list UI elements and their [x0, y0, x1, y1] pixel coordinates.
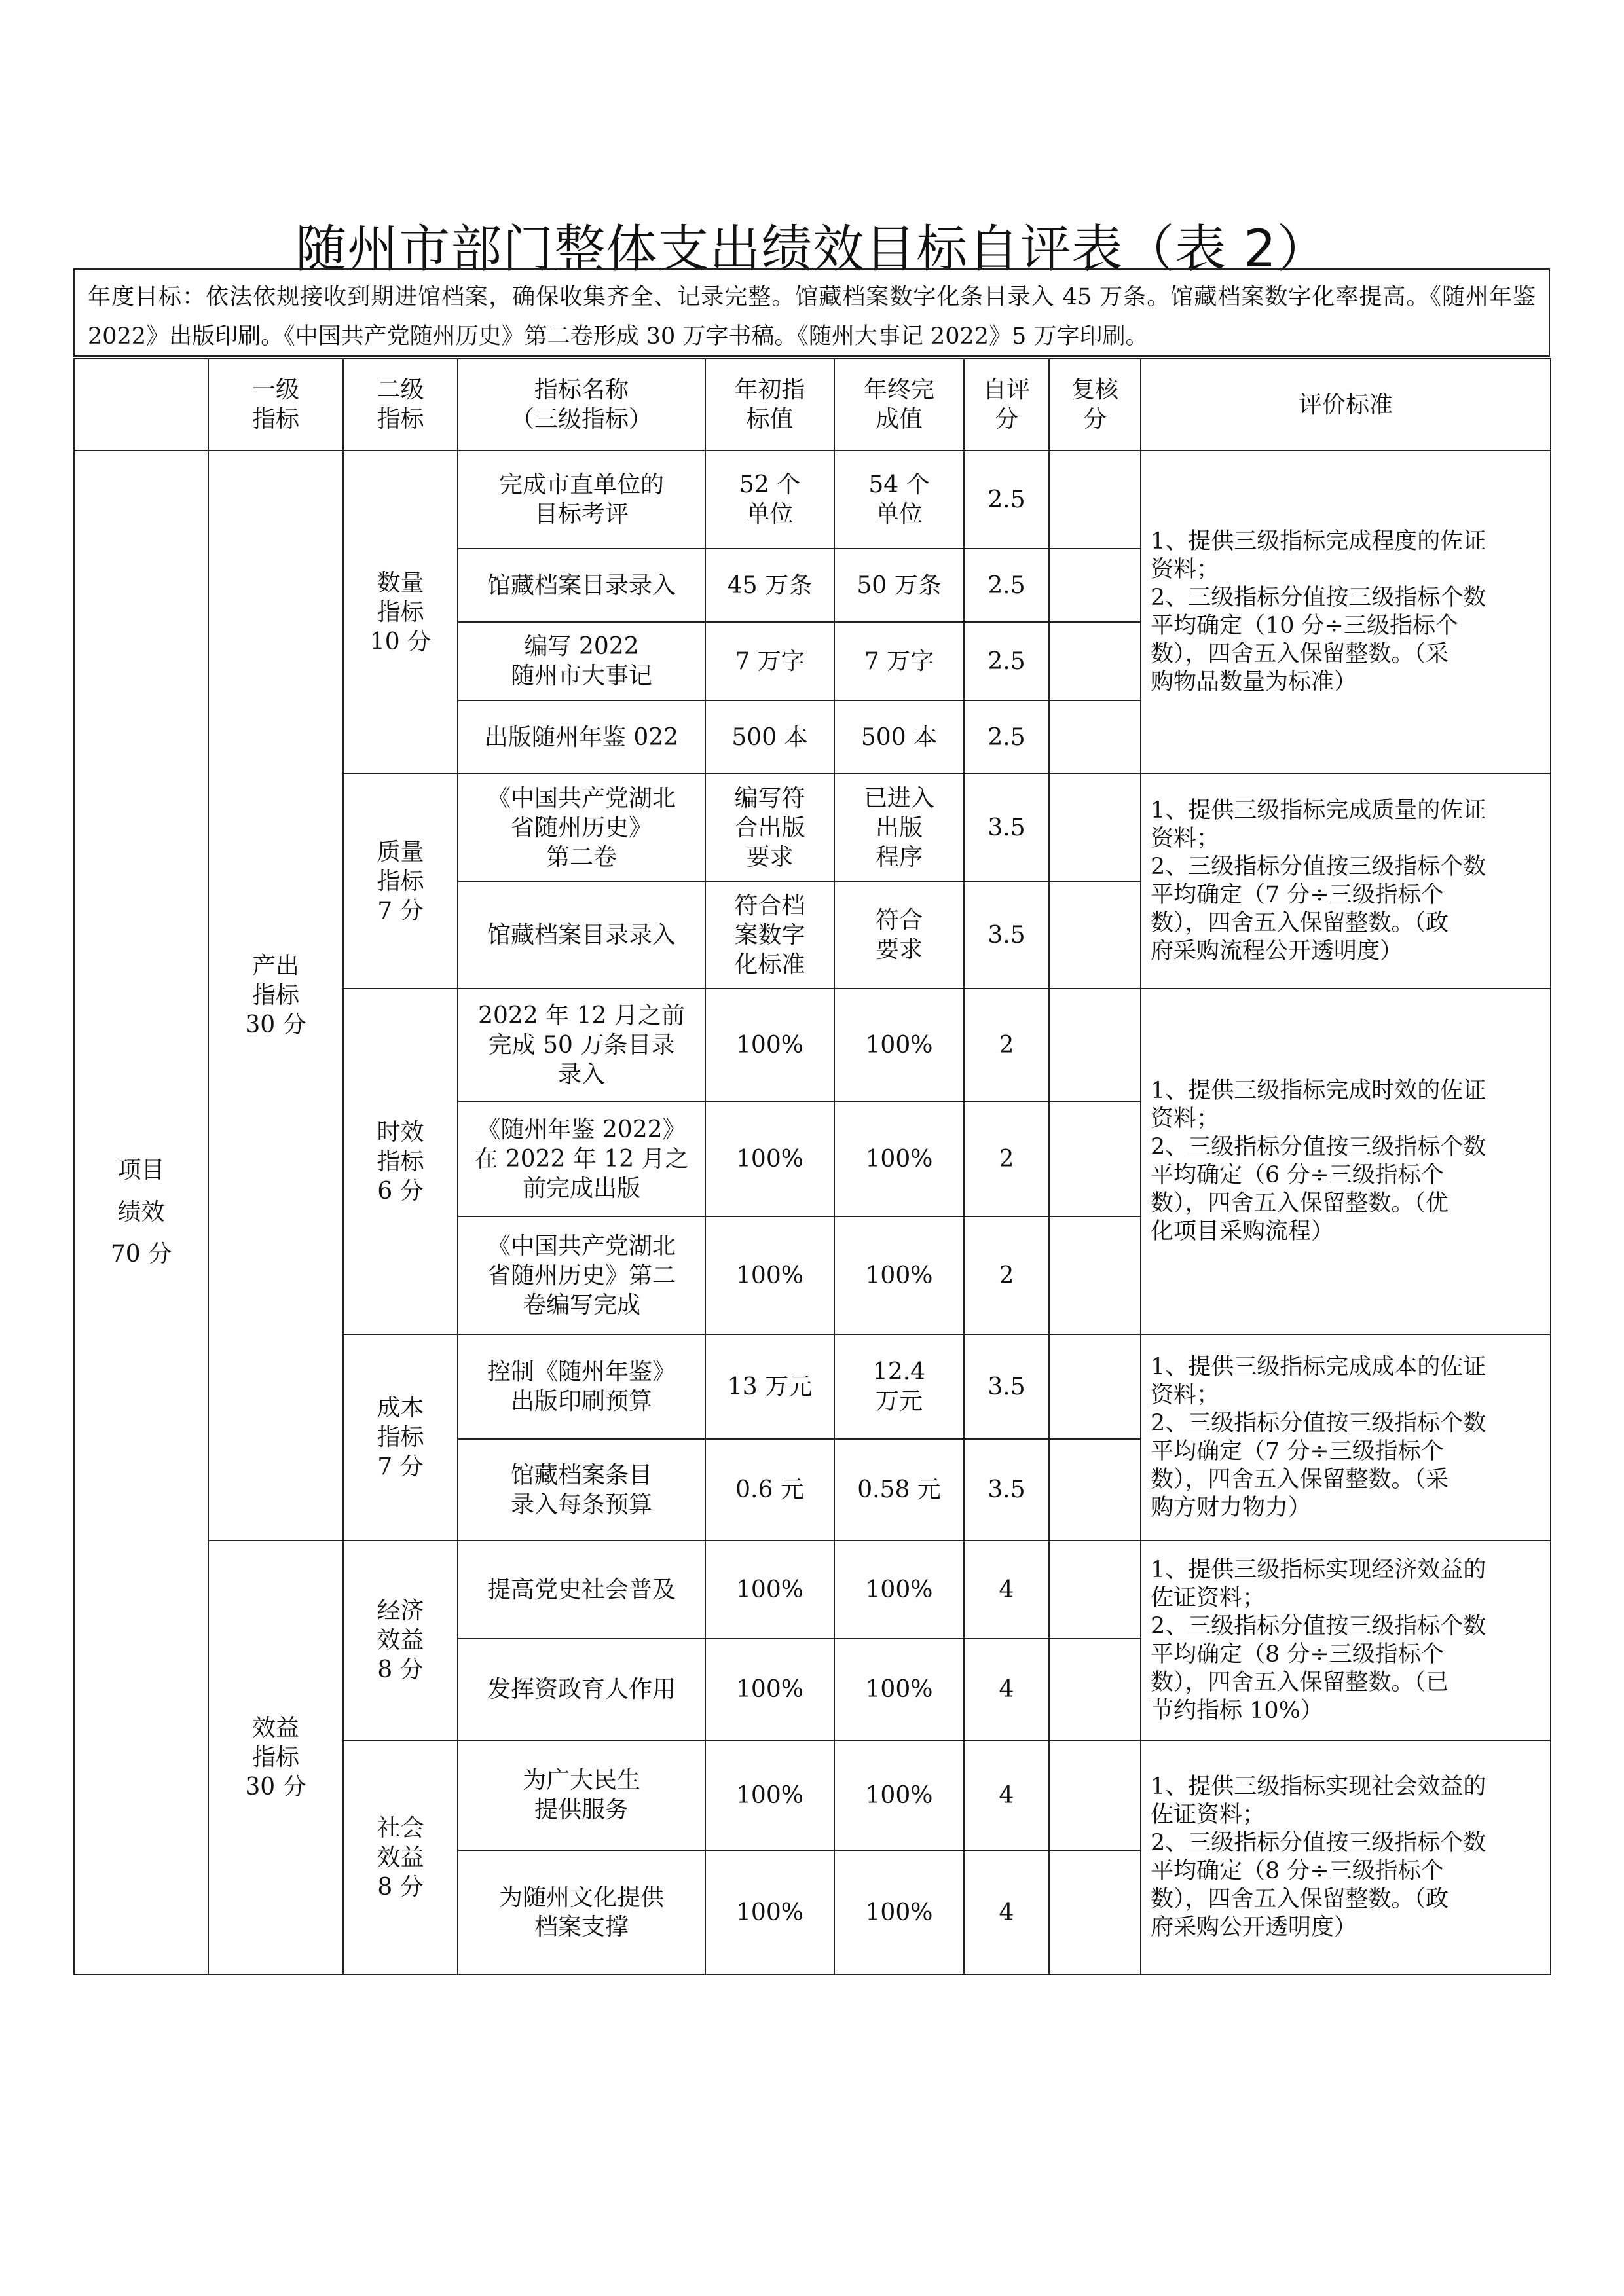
cell-text-line: 30 分	[245, 1011, 306, 1038]
cell-text-line: 2、三级指标分值按三级指标个数	[1151, 854, 1486, 880]
actual-value	[834, 1216, 964, 1334]
self-score: 4	[964, 1540, 1049, 1639]
cell-text-line: 成本	[377, 1394, 424, 1421]
cell-text-line: 年初指	[734, 376, 805, 403]
header-criteria: 评价标准	[1141, 359, 1551, 450]
cell-text-line: 前完成出版	[522, 1175, 640, 1202]
cell-text-line: 指标	[377, 1148, 424, 1175]
target-value	[705, 1334, 834, 1439]
review-score	[1049, 1850, 1141, 1975]
actual-value	[834, 774, 964, 881]
cell-text-line: 1、提供三级指标完成成本的佐证	[1151, 1353, 1486, 1380]
cell-text-line: 2022 年 12 月之前	[478, 1002, 685, 1029]
cell-text-line: 100%	[736, 1676, 803, 1703]
cell-text-line: 100%	[865, 1781, 933, 1809]
cell-text-line: 0.6 元	[735, 1476, 804, 1503]
actual-value	[834, 881, 964, 989]
target-value	[705, 549, 834, 622]
project-performance-cell	[74, 450, 208, 1975]
cell-text-line: 符合	[875, 907, 923, 934]
header-row	[74, 359, 1551, 450]
benefit-indicator-cell	[208, 1540, 343, 1975]
cell-text-line: 数量	[377, 569, 424, 596]
self-score: 3.5	[964, 774, 1049, 881]
actual-value	[834, 622, 964, 701]
target-value	[705, 989, 834, 1101]
self-score: 2	[964, 1101, 1049, 1216]
cell-text-line: 二级	[377, 376, 424, 403]
cell-text-line: 质量	[377, 838, 424, 866]
cell-text-line: 单位	[746, 501, 794, 528]
criteria-quality	[1141, 774, 1551, 989]
cell-text-line: 录入	[557, 1061, 605, 1088]
cell-text-line: 100%	[865, 1145, 933, 1173]
indicator-name	[458, 549, 705, 622]
cell-text-line: 档案支撑	[534, 1914, 629, 1941]
cell-text-line: 数），四舍五入保留整数。（采	[1151, 641, 1449, 667]
cell-text-line: 1、提供三级指标完成时效的佐证	[1151, 1078, 1486, 1104]
cell-text-line: 《随州年鉴 2022》	[477, 1116, 686, 1143]
cell-text-line: 12.4	[872, 1358, 926, 1385]
target-value	[705, 450, 834, 549]
cell-text-line: 7 万字	[735, 647, 805, 675]
cell-text-line: 控制《随州年鉴》	[487, 1358, 676, 1385]
cell-text-line: 54 个	[868, 471, 930, 498]
cell-text-line: 购方财力物力）	[1151, 1494, 1312, 1521]
cell-text-line: 13 万元	[727, 1373, 813, 1400]
cell-text-line: 完成市直单位的	[498, 471, 664, 498]
cell-text-line: 为随州文化提供	[498, 1884, 664, 1911]
cell-text-line: 提供服务	[534, 1796, 629, 1823]
cell-text-line: 7 分	[377, 1453, 424, 1480]
cell-text-line: 目标考评	[534, 501, 629, 528]
cell-text-line: 购物品数量为标准）	[1151, 669, 1357, 695]
annual-goal: 年度目标：依法依规接收到期进馆档案，确保收集齐全、记录完整。馆藏档案数字化条目录入 45 万条。馆藏档案数字化率提高。《随州年鉴 2022》出版印刷。《中国共产党随州历史》第二卷形成 30 万字书稿。《随州大事记 2022》5 万字印刷。	[73, 268, 1550, 357]
cell-text-line: 8 分	[377, 1656, 424, 1683]
cell-text-line: 效益	[377, 1844, 424, 1871]
indicator-name	[458, 774, 705, 881]
cell-text-line: 平均确定（6 分÷三级指标个	[1151, 1162, 1444, 1188]
target-value	[705, 1439, 834, 1540]
self-score: 2	[964, 1216, 1049, 1334]
cell-text-line: 佐证资料；	[1151, 1584, 1266, 1611]
header-level1	[208, 359, 343, 450]
cell-text-line: 省随州历史》第二	[487, 1262, 676, 1289]
self-score: 3.5	[964, 881, 1049, 989]
cell-text-line: 50 万条	[857, 572, 942, 599]
cell-text-line: 1、提供三级指标完成程度的佐证	[1151, 528, 1486, 555]
cell-text-line: 2、三级指标分值按三级指标个数	[1151, 1613, 1486, 1639]
cell-text-line: 8 分	[377, 1873, 424, 1901]
cell-text-line: （三级指标）	[510, 406, 652, 433]
review-score	[1049, 1334, 1141, 1439]
cell-text-line: 节约指标 10%）	[1151, 1697, 1323, 1724]
actual-value	[834, 989, 964, 1101]
cell-text-line: 完成 50 万条目录	[488, 1031, 675, 1059]
cell-text-line: 在 2022 年 12 月之	[474, 1145, 689, 1173]
cell-text-line: 10 分	[369, 628, 432, 655]
cell-text-line: 分	[994, 406, 1018, 433]
cell-text-line: 社会	[377, 1814, 424, 1842]
cell-text-line: 数），四舍五入保留整数。（已	[1151, 1669, 1449, 1696]
quality-indicator-cell	[343, 774, 458, 989]
self-score: 2	[964, 989, 1049, 1101]
indicator-name	[458, 701, 705, 774]
cell-text-line: 合出版	[734, 814, 805, 841]
actual-value	[834, 549, 964, 622]
cell-text-line: 绩效	[117, 1199, 165, 1226]
cell-text-line: 2、三级指标分值按三级指标个数	[1151, 585, 1486, 611]
review-score	[1049, 1540, 1141, 1639]
cost-indicator-cell	[343, 1334, 458, 1540]
self-score: 3.5	[964, 1334, 1049, 1439]
cell-text-line: 案数字	[734, 921, 805, 949]
cell-text-line: 《中国共产党湖北	[487, 1232, 676, 1260]
actual-value	[834, 1101, 964, 1216]
actual-value	[834, 1439, 964, 1540]
review-score	[1049, 622, 1141, 701]
criteria-cost	[1141, 1334, 1551, 1540]
cell-text-line: 发挥资政育人作用	[487, 1676, 676, 1703]
cell-text-line: 时效	[377, 1118, 424, 1146]
cell-text-line: 指标名称	[534, 376, 629, 403]
performance-table	[73, 358, 1551, 1975]
self-score: 4	[964, 1740, 1049, 1850]
cell-text-line: 资料；	[1151, 1381, 1220, 1408]
header-level2	[343, 359, 458, 450]
self-score: 2.5	[964, 701, 1049, 774]
cell-text-line: 资料；	[1151, 556, 1220, 583]
cell-text-line: 府采购流程公开透明度）	[1151, 938, 1403, 964]
cell-text-line: 资料；	[1151, 826, 1220, 852]
target-value	[705, 701, 834, 774]
header-target	[705, 359, 834, 450]
cell-text-line: 卷编写完成	[522, 1291, 640, 1319]
review-score	[1049, 1639, 1141, 1740]
cell-text-line: 编写符	[734, 784, 805, 812]
review-score	[1049, 1101, 1141, 1216]
header-self-score	[964, 359, 1049, 450]
cell-text-line: 馆藏档案条目	[510, 1461, 652, 1489]
cell-text-line: 1、提供三级指标完成质量的佐证	[1151, 797, 1486, 824]
cell-text-line: 100%	[865, 1676, 933, 1703]
target-value	[705, 1101, 834, 1216]
indicator-name	[458, 622, 705, 701]
cell-text-line: 平均确定（7 分÷三级指标个	[1151, 1438, 1444, 1465]
review-score	[1049, 1740, 1141, 1850]
cell-text-line: 6 分	[377, 1177, 424, 1205]
cell-text-line: 70 分	[110, 1241, 172, 1267]
cell-text-line: 万元	[875, 1388, 923, 1415]
cell-text-line: 指标	[377, 1424, 424, 1451]
cell-text-line: 100%	[736, 1262, 803, 1289]
cell-text-line: 第二卷	[545, 843, 617, 871]
timeliness-indicator-cell	[343, 989, 458, 1334]
cell-text-line: 100%	[736, 1576, 803, 1603]
actual-value	[834, 1740, 964, 1850]
indicator-name	[458, 1216, 705, 1334]
cell-text-line: 7 万字	[864, 647, 934, 675]
economic-benefit-cell	[343, 1540, 458, 1740]
criteria-quantity	[1141, 450, 1551, 774]
cell-text-line: 复核	[1071, 376, 1118, 403]
quantity-indicator-cell	[343, 450, 458, 774]
review-score	[1049, 450, 1141, 549]
cell-text-line: 数），四舍五入保留整数。（优	[1151, 1190, 1449, 1216]
criteria-social	[1141, 1740, 1551, 1975]
review-score	[1049, 1216, 1141, 1334]
indicator-name	[458, 881, 705, 989]
cell-text-line: 为广大民生	[522, 1767, 640, 1794]
cell-text-line: 平均确定（10 分÷三级指标个	[1151, 613, 1458, 639]
cell-text-line: 化标准	[734, 951, 805, 978]
cell-text-line: 指标	[251, 406, 299, 433]
review-score	[1049, 774, 1141, 881]
header-review-score	[1049, 359, 1141, 450]
cell-text-line: 30 分	[245, 1774, 306, 1800]
cell-text-line: 2、三级指标分值按三级指标个数	[1151, 1830, 1486, 1856]
output-indicator-cell	[208, 450, 343, 1540]
target-value	[705, 1639, 834, 1740]
review-score	[1049, 1439, 1141, 1540]
actual-value	[834, 1850, 964, 1975]
review-score	[1049, 881, 1141, 989]
cell-text-line: 馆藏档案目录录入	[487, 572, 676, 599]
cell-text-line: 指标	[251, 982, 299, 1009]
cell-text-line: 佐证资料；	[1151, 1802, 1266, 1828]
cell-text-line: 100%	[865, 1262, 933, 1289]
cell-text-line: 100%	[736, 1145, 803, 1173]
cell-text-line: 符合档	[734, 892, 805, 919]
cell-text-line: 100%	[736, 1781, 803, 1809]
cell-text-line: 指标	[251, 1744, 299, 1771]
cell-text-line: 编写 2022	[524, 633, 639, 660]
cell-text-line: 效益	[377, 1627, 424, 1654]
cell-text-line: 平均确定（8 分÷三级指标个	[1151, 1858, 1444, 1884]
self-score: 2.5	[964, 450, 1049, 549]
cell-text-line: 指标	[377, 406, 424, 433]
actual-value	[834, 1639, 964, 1740]
cell-text-line: 录入每条预算	[510, 1491, 652, 1518]
cell-text-line: 产出	[251, 953, 299, 979]
cell-text-line: 已进入	[863, 784, 934, 812]
table-row	[74, 1540, 1551, 1639]
indicator-name	[458, 1639, 705, 1740]
cell-text-line: 500 本	[860, 723, 938, 751]
cell-text-line: 资料；	[1151, 1106, 1220, 1132]
cell-text-line: 500 本	[731, 723, 808, 751]
header-indicator-name	[458, 359, 705, 450]
indicator-name	[458, 1540, 705, 1639]
cell-text-line: 52 个	[739, 471, 801, 498]
cell-text-line: 100%	[736, 1031, 803, 1059]
cell-text-line: 《中国共产党湖北	[487, 784, 676, 812]
cell-text-line: 指标	[377, 598, 424, 626]
cell-text-line: 出版	[875, 814, 923, 841]
cell-text-line: 7 分	[377, 897, 424, 924]
target-value	[705, 1850, 834, 1975]
actual-value	[834, 1334, 964, 1439]
review-score	[1049, 701, 1141, 774]
cell-text-line: 自评	[982, 376, 1030, 403]
criteria-economic	[1141, 1540, 1551, 1740]
table-row	[74, 450, 1551, 549]
cell-text-line: 提高党史社会普及	[487, 1576, 676, 1603]
actual-value	[834, 701, 964, 774]
target-value	[705, 622, 834, 701]
cell-text-line: 100%	[865, 1031, 933, 1059]
self-score: 4	[964, 1850, 1049, 1975]
cell-text-line: 馆藏档案目录录入	[487, 921, 676, 949]
indicator-name	[458, 1101, 705, 1216]
social-benefit-cell	[343, 1740, 458, 1975]
cell-text-line: 化项目采购流程）	[1151, 1218, 1335, 1245]
cell-text-line: 2、三级指标分值按三级指标个数	[1151, 1410, 1486, 1436]
indicator-name	[458, 1850, 705, 1975]
cell-text-line: 平均确定（8 分÷三级指标个	[1151, 1641, 1444, 1667]
cell-text-line: 100%	[865, 1899, 933, 1926]
cell-text-line: 指标	[377, 867, 424, 895]
cell-text-line: 经济	[377, 1597, 424, 1624]
header-blank	[74, 359, 208, 450]
cell-text-line: 数），四舍五入保留整数。（政	[1151, 1886, 1449, 1912]
cell-text-line: 数），四舍五入保留整数。（采	[1151, 1466, 1449, 1493]
review-score	[1049, 989, 1141, 1101]
target-value	[705, 881, 834, 989]
cell-text-line: 分	[1082, 406, 1107, 433]
actual-value	[834, 1540, 964, 1639]
self-score: 2.5	[964, 622, 1049, 701]
cell-text-line: 成值	[875, 406, 923, 433]
cell-text-line: 单位	[875, 501, 923, 528]
cell-text-line: 平均确定（7 分÷三级指标个	[1151, 882, 1444, 908]
cell-text-line: 程序	[875, 843, 923, 871]
cell-text-line: 项目	[117, 1157, 165, 1184]
cell-text-line: 年终完	[863, 376, 934, 403]
cell-text-line: 效益	[251, 1715, 299, 1741]
cell-text-line: 一级	[251, 376, 299, 403]
cell-text-line: 府采购公开透明度）	[1151, 1914, 1357, 1941]
cell-text-line: 出版随州年鉴 022	[484, 723, 679, 751]
cell-text-line: 随州市大事记	[510, 663, 652, 689]
cell-text-line: 100%	[865, 1576, 933, 1603]
indicator-name	[458, 989, 705, 1101]
cell-text-line: 45 万条	[727, 572, 813, 599]
cell-text-line: 要求	[875, 936, 923, 963]
cell-text-line: 省随州历史》	[510, 814, 652, 841]
header-actual	[834, 359, 964, 450]
indicator-name	[458, 450, 705, 549]
cell-text-line: 1、提供三级指标实现社会效益的	[1151, 1774, 1486, 1800]
indicator-name	[458, 1439, 705, 1540]
target-value	[705, 1740, 834, 1850]
review-score	[1049, 549, 1141, 622]
criteria-timeliness	[1141, 989, 1551, 1334]
actual-value	[834, 450, 964, 549]
cell-text-line: 0.58 元	[857, 1476, 941, 1503]
target-value	[705, 774, 834, 881]
page-title: 随州市部门整体支出绩效目标自评表（表 2）	[295, 220, 1329, 279]
cell-text-line: 出版印刷预算	[510, 1388, 652, 1415]
indicator-name	[458, 1334, 705, 1439]
cell-text-line: 数），四舍五入保留整数。（政	[1151, 910, 1449, 936]
self-score: 3.5	[964, 1439, 1049, 1540]
cell-text-line: 100%	[736, 1899, 803, 1926]
cell-text-line: 标值	[746, 406, 794, 433]
cell-text-line: 1、提供三级指标实现经济效益的	[1151, 1556, 1486, 1583]
self-score: 2.5	[964, 549, 1049, 622]
target-value	[705, 1216, 834, 1334]
cell-text-line: 2、三级指标分值按三级指标个数	[1151, 1134, 1486, 1160]
cell-text-line: 要求	[746, 843, 794, 871]
target-value	[705, 1540, 834, 1639]
self-score: 4	[964, 1639, 1049, 1740]
indicator-name	[458, 1740, 705, 1850]
